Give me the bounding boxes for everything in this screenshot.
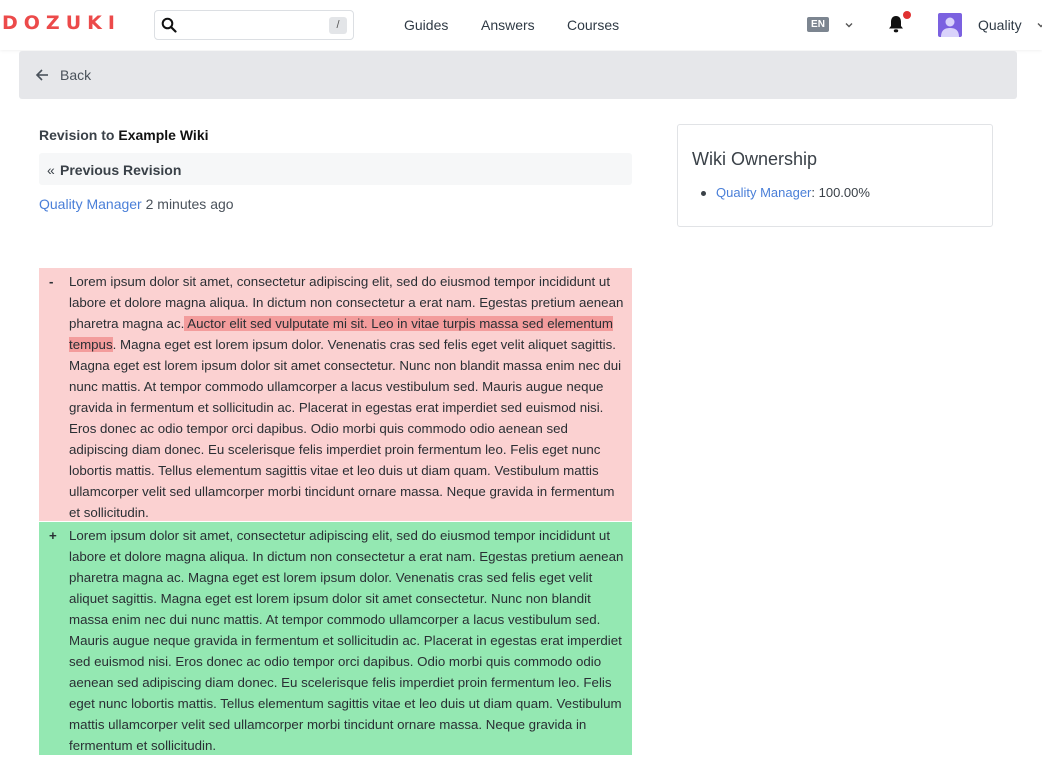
author-link[interactable]: Quality Manager	[39, 196, 142, 212]
chevron-down-icon[interactable]	[844, 20, 854, 30]
nav-link-courses[interactable]: Courses	[567, 17, 620, 33]
previous-revision-button[interactable]	[39, 153, 632, 185]
language-selector[interactable]: EN	[807, 17, 829, 32]
diff-added-block	[39, 522, 632, 755]
nav-link-guides[interactable]: Guides	[404, 17, 449, 33]
notification-dot	[903, 11, 911, 19]
revision-prefix: Revision to	[39, 127, 115, 143]
diff-removed-text-before: Lorem ipsum dolor sit amet, consectetur adipiscing elit, sed do eiusmod tempor incididunt ut labore et dolore magna aliqua. In dictum non consectetur a erat nam. Egestas pretium aenean pharetra magna ac.	[69, 274, 624, 331]
search-icon	[161, 17, 177, 33]
arrow-left-icon	[35, 68, 49, 82]
wiki-ownership-card	[677, 124, 993, 227]
owner-share: : 100.00%	[811, 185, 870, 200]
wiki-name: Example Wiki	[118, 127, 209, 143]
diff-removed-highlight: Auctor elit sed vulputate mi sit. Leo in vitae turpis massa sed elementum tempus	[69, 316, 613, 352]
chevron-down-icon[interactable]	[1036, 20, 1042, 30]
dozuki-logo[interactable]: DOZUKI	[2, 12, 121, 34]
top-navbar	[0, 0, 1042, 50]
wiki-ownership-title: Wiki Ownership	[692, 149, 818, 169]
search-bar[interactable]	[154, 10, 354, 40]
back-bar[interactable]	[19, 51, 1017, 99]
avatar[interactable]	[938, 13, 962, 37]
revision-time: 2 minutes ago	[145, 196, 234, 212]
previous-revision-label: Previous Revision	[60, 162, 182, 178]
double-chevron-left-icon: «	[47, 162, 55, 178]
revision-author-line	[39, 196, 234, 212]
user-icon	[938, 13, 962, 37]
nav-link-answers[interactable]: Answers	[481, 17, 535, 33]
bullet-icon	[701, 191, 706, 196]
diff-removed-block	[39, 268, 632, 521]
revision-title	[39, 127, 209, 143]
user-name[interactable]: Quality	[978, 17, 1022, 33]
diff-removed-text-after: . Magna eget est lorem ipsum dolor. Venenatis cras sed felis eget velit aliquet sagittis. Magna eget est lorem ipsum dolor sit amet consectetur. Nunc non blandit massa enim nec dui nunc mattis. At tempor commodo ullamcorper a lacus vestibulum sed. Mauris augue neque gravida in fermentum et sollicitudin ac. Placerat in egestas erat imperdiet sed euismod nisi. Eros donec ac odio tempor orci dapibus. Odio morbi quis commodo odio aenean sed adipiscing diam donec. Eu scelerisque felis imperdiet proin fermentum leo. Felis eget nunc lobortis mattis. Tellus elementum sagittis vitae et leo duis ut diam quam. Vestibulum mattis ullamcorper velit sed ullamcorper morbi tincidunt ornare massa. Neque gravida in fermentum et sollicitudin.	[69, 337, 622, 520]
diff-removed-text	[69, 274, 623, 520]
diff-added-text: Lorem ipsum dolor sit amet, consectetur adipiscing elit, sed do eiusmod tempor incididunt ut labore et dolore magna aliqua. In dictum non consectetur a erat nam. Egestas pretium aenean pharetra magna ac. Magna eget est lorem ipsum dolor. Venenatis cras sed felis eget velit aliquet sagittis. Magna eget est lorem ipsum dolor sit amet consectetur. Nunc non blandit massa enim nec dui nunc mattis. At tempor commodo ullamcorper a lacus vestibulum sed. Mauris augue neque gravida in fermentum et sollicitudin ac. Placerat in egestas erat imperdiet sed euismod nisi. Eros donec ac odio tempor orci dapibus. Odio morbi quis commodo odio aenean sed adipiscing diam donec. Eu scelerisque felis imperdiet proin fermentum leo. Felis eget nunc lobortis mattis. Tellus elementum sagittis vitae et leo duis ut diam quam. Vestibulum mattis ullamcorper velit sed ullamcorper morbi tincidunt ornare massa. Neque gravida in fermentum et sollicitudin.	[69, 528, 624, 753]
back-button[interactable]: Back	[60, 67, 92, 83]
owner-link[interactable]: Quality Manager	[716, 185, 812, 200]
search-shortcut-key: /	[329, 17, 347, 34]
diff-removed-sign: -	[49, 274, 54, 289]
owner-list-item	[716, 185, 870, 200]
diff-added-sign: +	[49, 528, 57, 543]
